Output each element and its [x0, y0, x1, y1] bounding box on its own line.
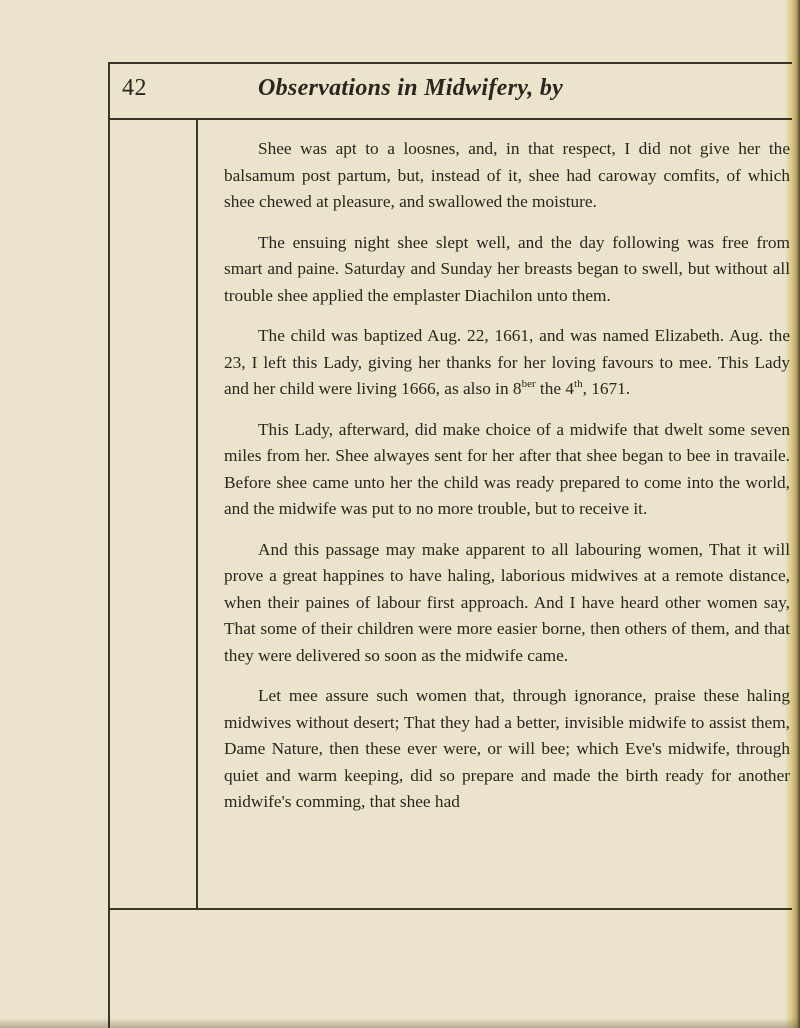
paragraph-5: And this passage may make apparent to all labouring women, That it will prove a great happines to have haling, laborious midwives at a remote distance, when their paines of labour first approach. And I have heard other women say, That some of their children were more easier borne, then others of them, and that they were delivered so soon as the midwife came.: [224, 539, 790, 665]
bottom-rule: [110, 908, 792, 910]
running-title: Observations in Midwifery, by: [258, 75, 564, 101]
superscript-ber: ber: [521, 378, 536, 391]
book-page: [108, 62, 792, 1028]
paragraph-3-text-c: , 1671.: [582, 379, 631, 398]
paragraph-3-text-a: The child was baptized Aug. 22, 1661, and was named Elizabeth. Aug. the 23, I left this Lady, giving her thanks for her loving favours to mee. This Lady and her child were living 1666, as also in 8: [224, 326, 790, 398]
paragraph-3-text-b: the 4: [535, 379, 575, 398]
page-body: [224, 136, 790, 830]
running-header: [110, 64, 792, 120]
paragraph-4: This Lady, afterward, did make choice of a midwife that dwelt some seven miles from her. Shee alwayes sent for her after that shee began to bee in travaile. Before shee came unto her the child was ready prepared to come into the world, and the midwife was put to no more trouble, but to receive it.: [224, 419, 790, 518]
paragraph-6: Let mee assure such women that, through ignorance, praise these haling midwives without desert; That they had a better, invisible midwife to assist them, Dame Nature, then these ever were, or will bee; which Eve's midwife, through quiet and warm keeping, did so prepare and made the birth ready for another midwife's comming, that shee had: [224, 686, 790, 811]
paragraph-3: [224, 323, 790, 403]
paragraph-1: Shee was apt to a loosnes, and, in that respect, I did not give her the balsamum post partum, but, instead of it, shee had caroway comfits, of which shee chewed at pleasure, and swallowed the moisture.: [224, 139, 790, 211]
margin-rule: [196, 120, 198, 910]
page-number: 42: [122, 75, 147, 101]
paragraph-2: The ensuing night shee slept well, and the day following was free from smart and paine. Saturday and Sunday her breasts began to swell, but without all trouble shee applied the emplaster Diachilon unto them.: [224, 232, 790, 305]
superscript-th: th: [574, 378, 583, 391]
